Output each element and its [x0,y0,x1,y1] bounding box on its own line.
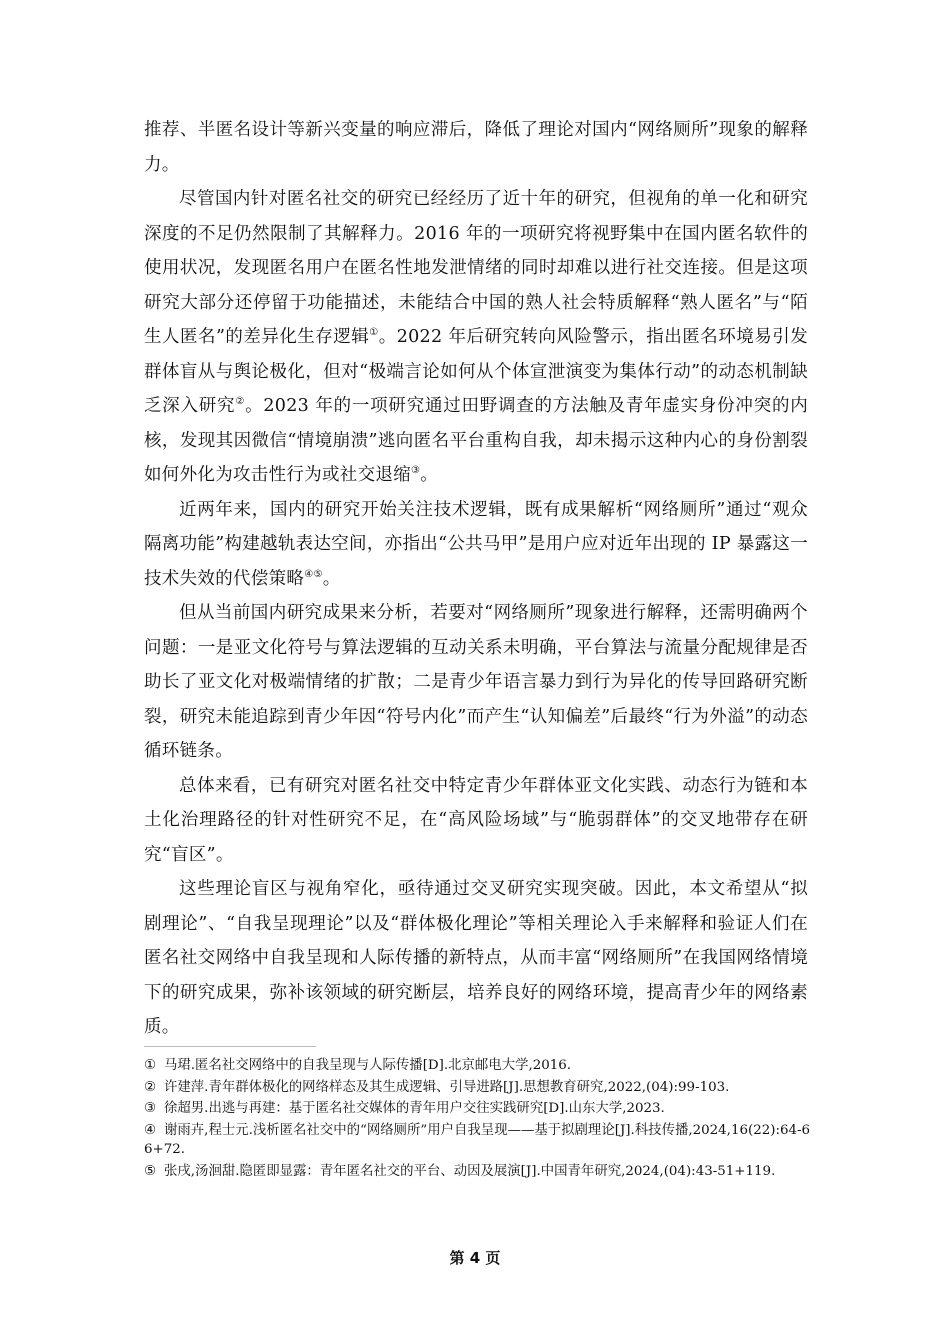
body-paragraph [144,872,808,1045]
footnote-text: 谢雨卉,程士元.浅析匿名社交中的“网络厕所”用户自我呈现——基于拟剧理论[J].科技传播,2024,16(22):64-66+72. [144,1122,811,1157]
paragraph-text: 。 [420,465,439,485]
body-text [144,113,808,1045]
footnote-item [144,1162,816,1182]
footnote-item [144,1056,816,1076]
paragraph-text: 。2023 年的一项研究通过田野调查的方法触及青年虚实身份冲突的内核，发现其因微信“情境崩溃”逃向匿名平台重构自我，却未揭示这种内心的身份割裂如何外化为攻击性行为或社交退缩 [144,396,809,485]
footnote-divider [144,1046,316,1047]
footnote-text: 许建萍.青年群体极化的网络样态及其生成逻辑、引导进路[J].思想教育研究,2022,(04):99-103. [164,1079,730,1095]
footnote-text: 徐超男.出逃与再建：基于匿名社交媒体的青年用户交往实践研究[D].山东大学,2023. [164,1101,665,1116]
paragraph-text: 尽管国内针对匿名社交的研究已经经历了近十年的研究，但视角的单一化和研究深度的不足仍然限制了其解释力。2016 年的一项研究将视野集中在国内匿名软件的使用状况，发现匿名用户在匿名性地发泄情绪的同时却难以进行社交连接。但是这项研究大部分还停留于功能描述，未能结合中国的熟人社会特质解释“熟人匿名”与“陌生人匿名”的差异化生存逻辑 [144,189,808,347]
footnote-number: ⑤ [144,1163,157,1179]
paragraph-text: 。2022 年后研究转向风险警示，指出匿名环境易引发群体盲从与舆论极化，但对“极端言论如何从个体宣泄演变为集体行动”的动态机制缺乏深入研究 [144,327,808,416]
paragraph-text: 推荐、半匿名设计等新兴变量的响应滞后，降低了理论对国内“网络厕所”现象的解释力。 [144,120,808,175]
body-paragraph [144,182,808,493]
page-number: 第 4 页 [449,1249,501,1267]
body-paragraph [144,596,808,769]
body-paragraph [144,493,808,597]
paragraph-text: 。 [322,568,341,589]
footnote-number: ② [144,1079,157,1095]
paragraph-text: 近两年来，国内的研究开始关注技术逻辑，既有成果解析“网络厕所”通过“观众隔离功能”构建越轨表达空间，亦指出“公共马甲”是用户应对近年出现的 IP 暴露这一技术失效的代偿策略 [144,499,808,589]
footnote-text: 马珺.匿名社交网络中的自我呈现与人际传播[D].北京邮电大学,2016. [164,1058,572,1073]
body-paragraph [144,113,808,182]
paragraph-text: 但从当前国内研究成果来分析，若要对“网络厕所”现象进行解释，还需明确两个问题：一是亚文化符号与算法逻辑的互动关系未明确，平台算法与流量分配规律是否助长了亚文化对极端情绪的扩散；二是青少年语言暴力到行为异化的传导回路研究断裂，研究未能追踪到青少年因“符号内化”而产生“认知偏差”后最终“行为外溢”的动态循环链条。 [144,603,808,761]
footnote-number: ③ [144,1101,157,1116]
paragraph-text: 这些理论盲区与视角窄化，亟待通过交叉研究实现突破。因此，本文希望从“拟剧理论”、“自我呈现理论”以及“群体极化理论”等相关理论入手来解释和验证人们在匿名社交网络中自我呈现和人际传播的新特点，从而丰富“网络厕所”在我国网络情境下的研究成果，弥补该领域的研究断层，培养良好的网络环境，提高青少年的网络素质。 [144,879,808,1037]
footnote-item [144,1121,816,1160]
footnote-reference: ① [369,327,379,339]
footnote-item [144,1099,816,1119]
footnotes [144,1056,816,1183]
body-paragraph [144,769,808,873]
footnote-number: ① [144,1058,157,1073]
footnote-reference: ② [235,396,246,408]
paragraph-text: 总体来看，已有研究对匿名社交中特定青少年群体亚文化实践、动态行为链和本土化治理路径的针对性研究不足，在“高风险场域”与“脆弱群体”的交叉地带存在研究“盲区”。 [144,775,808,865]
footnote-item [144,1078,816,1098]
footnote-number: ④ [144,1122,157,1138]
footnote-text: 张戌,汤洄甜.隐匿即显露：青年匿名社交的平台、动因及展演[J].中国青年研究,2024,(04):43-51+119. [164,1163,776,1179]
footnote-reference: ④⑤ [304,568,323,580]
footnote-reference: ③ [411,465,421,477]
